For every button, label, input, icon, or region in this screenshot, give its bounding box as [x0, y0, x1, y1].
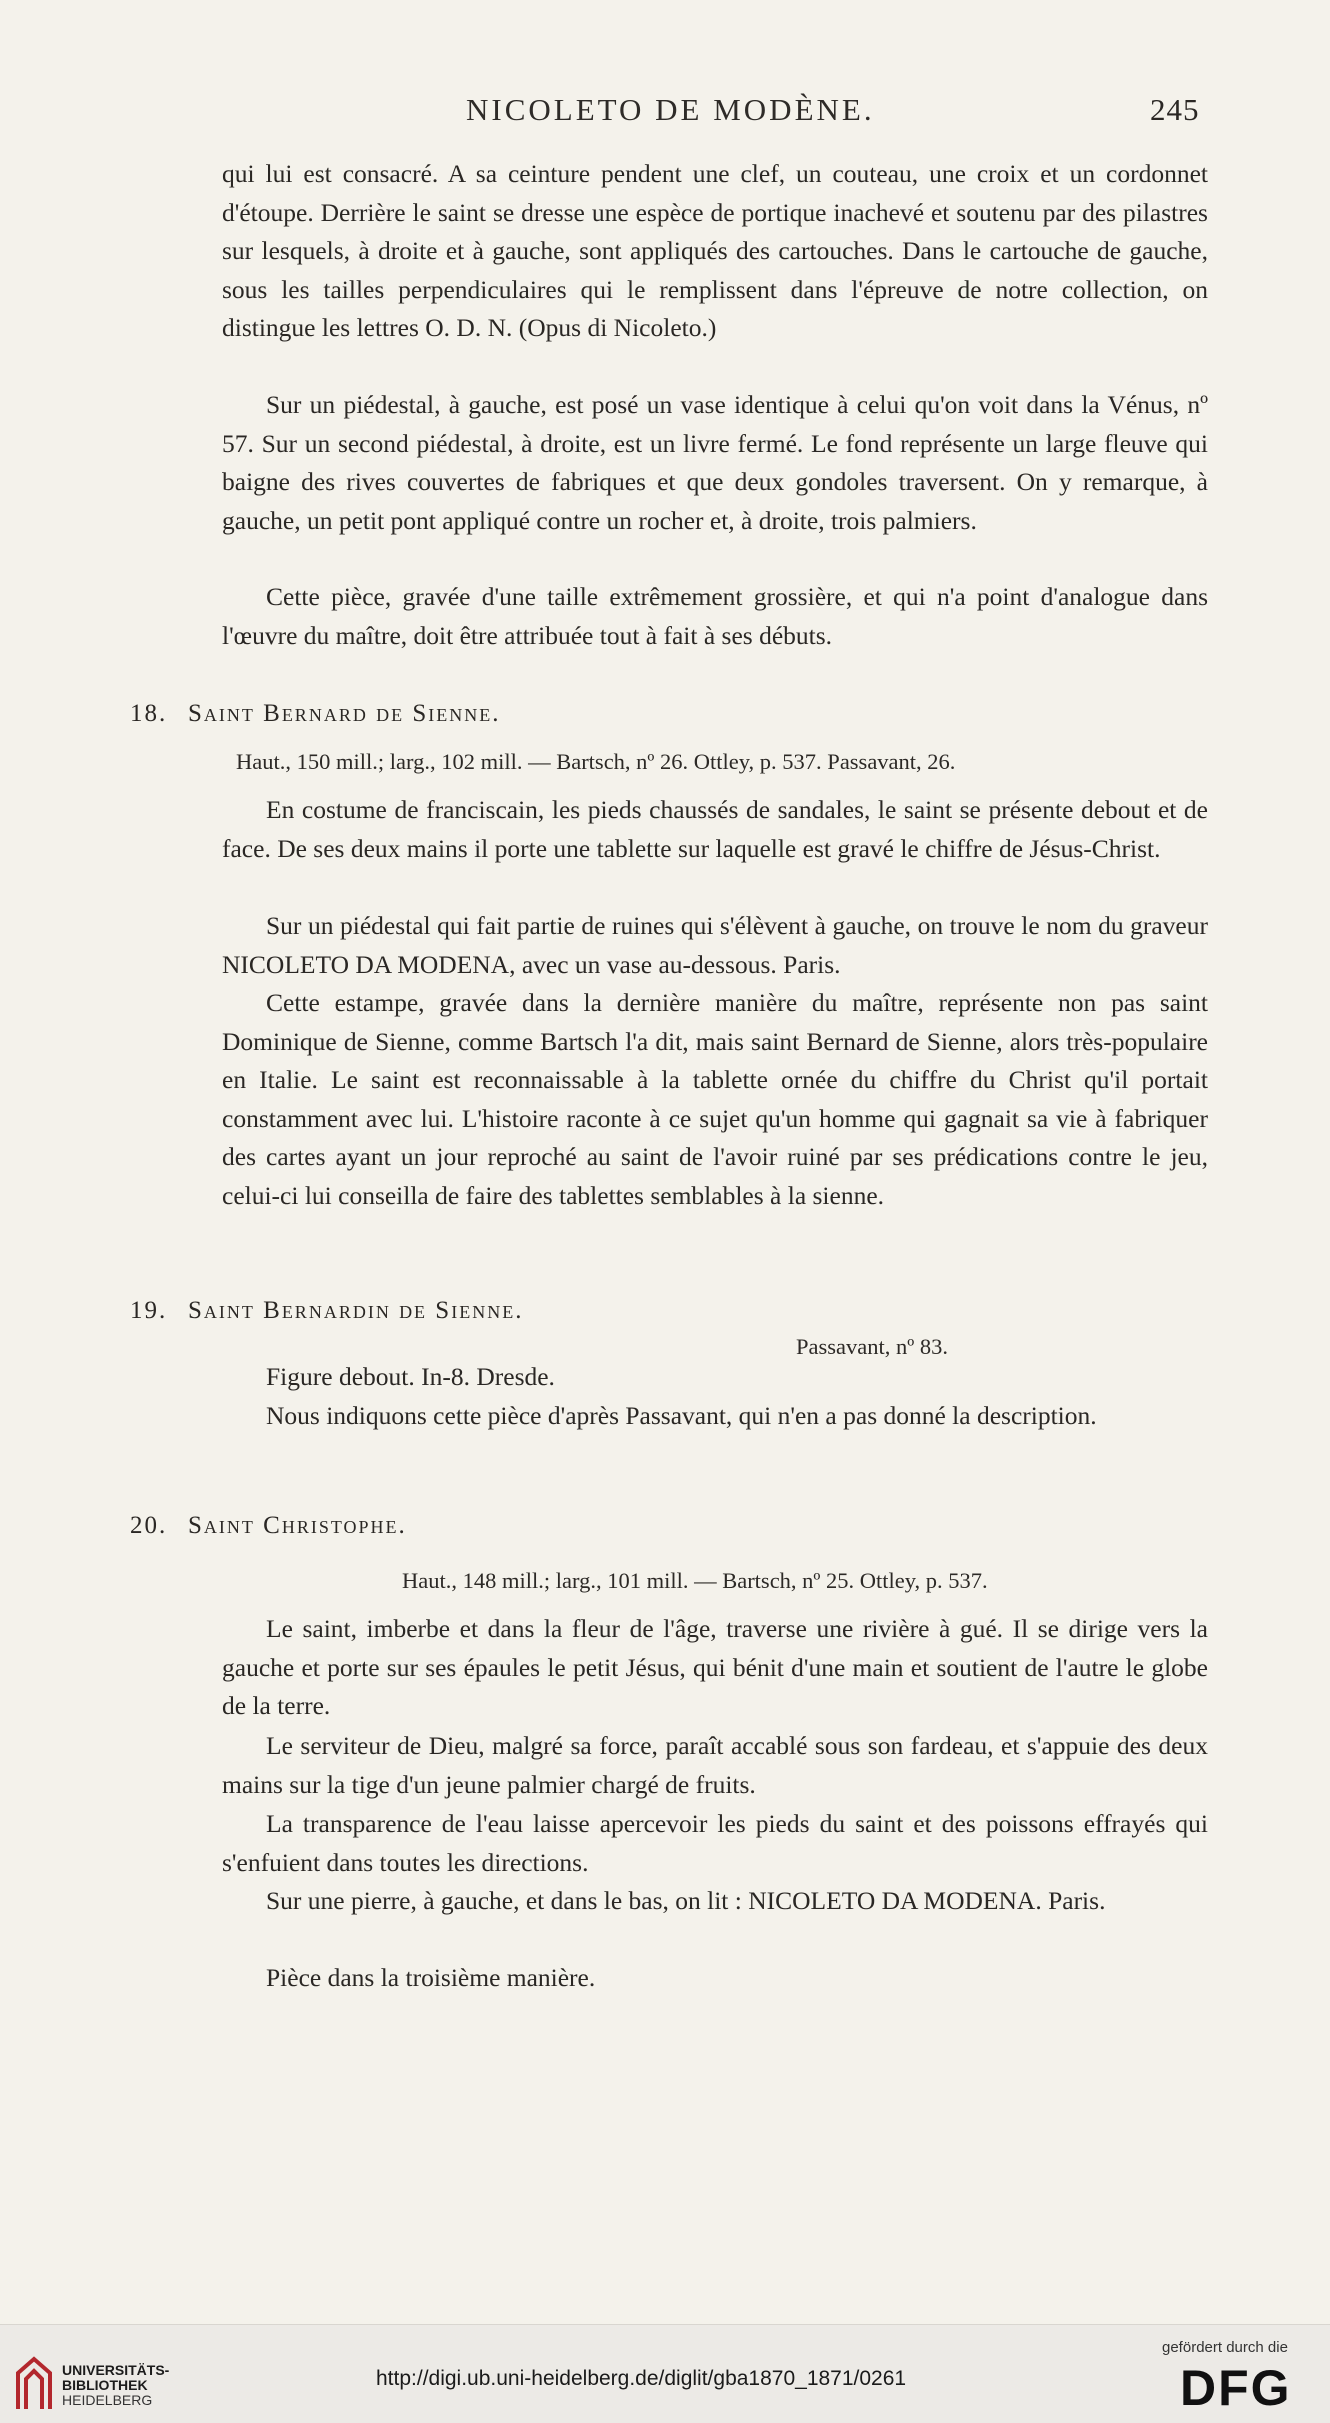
paragraph: qui lui est consacré. A sa ceinture pendent une clef, un couteau, une croix et un cordonnet d'étoupe. Derrière le saint se dresse une espèce de portique inachevé et soutenu par des pilastres sur lesquels, à droite et à gauche, sont appliqués des cartouches. Dans le cartouche de gauche, sous les tailles perpendiculaires qui le remplissent dans l'épreuve de notre collection, on distingue les lettres O. D. N. (Opus di Nicoleto.) [222, 159, 1208, 343]
running-title: NICOLETO DE MODÈNE. [466, 92, 875, 127]
page-number: 245 [1150, 92, 1200, 127]
paragraph: Sur un piédestal qui fait partie de ruines qui s'élèvent à gauche, on trouve le nom du graveur NICOLETO DA MODENA, avec un vase au-dessous. Paris. [222, 911, 1208, 979]
library-name [62, 2363, 169, 2408]
entry-measurements: Passavant, nº 83. [796, 1334, 948, 1359]
entry-measurements: Haut., 150 mill.; larg., 102 mill. — Bartsch, nº 26. Ottley, p. 537. Passavant, 26. [236, 749, 956, 774]
library-name-line: HEIDELBERG [62, 2392, 153, 2408]
entry-number: 19. [130, 1297, 168, 1324]
dfg-logo: DFG [1180, 2360, 1292, 2416]
entry-measurements: Haut., 148 mill.; larg., 101 mill. — Bartsch, nº 25. Ottley, p. 537. [402, 1568, 988, 1593]
library-name-line: BIBLIOTHEK [62, 2377, 148, 2393]
digitization-footer [0, 2324, 1330, 2423]
paragraph: En costume de franciscain, les pieds chaussés de sandales, le saint se présente debout et de face. De ses deux mains il porte une tablette sur laquelle est gravé le chiffre de Jésus-Christ. [222, 795, 1208, 863]
permalink-url[interactable]: http://digi.ub.uni-heidelberg.de/diglit/gba1870_1871/0261 [376, 2367, 907, 2390]
entry-title: Saint Bernardin de Sienne. [188, 1297, 524, 1324]
entry-title: Saint Bernard de Sienne. [188, 700, 501, 727]
paragraph: Cette estampe, gravée dans la dernière manière du maître, représente non pas saint Dominique de Sienne, comme Bartsch l'a dit, mais saint Bernard de Sienne, alors très-populaire en Italie. Le saint est reconnaissable à la tablette ornée du chiffre du Christ qu'il portait constamment avec lui. L'histoire raconte à ce sujet qu'un homme qui gagnait sa vie à fabriquer des cartes ayant un jour reproché au saint de l'avoir ruiné par ses prédications contre le jeu, celui-ci lui conseilla de faire des tablettes semblables à la sienne. [222, 988, 1208, 1210]
paragraph: Nous indiquons cette pièce d'après Passavant, qui n'en a pas donné la description. [266, 1401, 1097, 1430]
paragraph: Sur un piédestal, à gauche, est posé un vase identique à celui qu'on voit dans la Vénus, nº 57. Sur un second piédestal, à droite, est un livre fermé. Le fond représente un large fleuve qui baigne des rives couvertes de fabriques et que deux gondoles traversent. On y remarque, à gauche, un petit pont appliqué contre un rocher et, à droite, trois palmiers. [222, 390, 1208, 535]
paragraph: Pièce dans la troisième manière. [266, 1963, 596, 1992]
paragraph: Le serviteur de Dieu, malgré sa force, paraît accablé sous son fardeau, et s'appuie des deux mains sur la tige d'un jeune palmier chargé de fruits. [222, 1731, 1208, 1799]
funding-caption: gefördert durch die [1162, 2339, 1288, 2356]
paragraph: Le saint, imberbe et dans la fleur de l'âge, traverse une rivière à gué. Il se dirige vers la gauche et porte sur ses épaules le petit Jésus, qui bénit d'une main et soutient de l'autre le globe de la terre. [222, 1614, 1208, 1721]
entry-heading [130, 1512, 407, 1540]
entry-title: Saint Christophe. [188, 1512, 407, 1539]
entry-number: 20. [130, 1512, 168, 1539]
library-name-line: UNIVERSITÄTS- [62, 2362, 170, 2378]
paragraph: Figure debout. In-8. Dresde. [266, 1362, 555, 1391]
paragraph: La transparence de l'eau laisse apercevoir les pieds du saint et des poissons effrayés qui s'enfuient dans toutes les directions. [222, 1809, 1208, 1877]
library-logo-icon [14, 2355, 54, 2411]
paragraph: Cette pièce, gravée d'une taille extrêmement grossière, et qui n'a point d'analogue dans l'œuvre du maître, doit être attribuée tout à fait à ses débuts. [222, 582, 1208, 650]
running-head [0, 92, 1330, 132]
entry-number: 18. [130, 700, 168, 727]
entry-heading [130, 700, 500, 728]
entry-heading [130, 1297, 523, 1325]
paragraph: Sur une pierre, à gauche, et dans le bas, on lit : NICOLETO DA MODENA. Paris. [266, 1886, 1106, 1915]
